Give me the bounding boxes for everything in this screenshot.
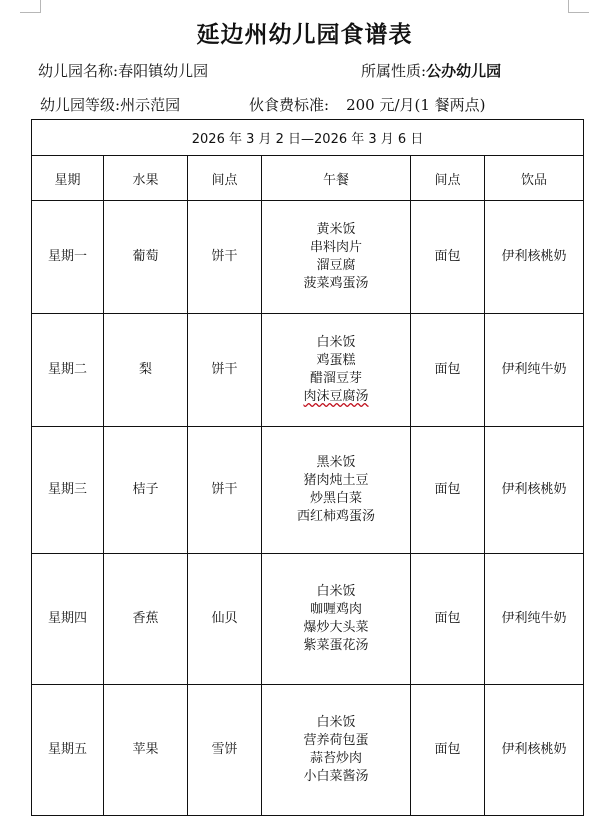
lunch-list [303,334,368,406]
lunch-item-spellcheck-flagged: 肉沫豆腐汤 [303,389,369,404]
ownership-line [361,60,501,81]
fee-value: 200 元/月(1 餐两点) [346,96,486,114]
lunch-item: 鸡蛋糕 [316,353,356,368]
kindergarten-name-label: 幼儿园名称: [38,62,119,80]
lunch-cell [262,554,411,685]
lunch-item: 小白菜酱汤 [303,769,369,784]
lunch-item: 营养荷包蛋 [303,733,369,748]
table-row [32,314,584,427]
lunch-item: 炒黑白菜 [309,491,362,506]
day-cell: 星期四 [32,554,104,685]
day-cell: 星期一 [32,201,104,314]
fee-line [249,94,486,115]
morning-snack-cell: 饼干 [188,314,262,427]
lunch-cell [262,314,411,427]
drink-cell: 伊利核桃奶 [485,685,584,816]
kindergarten-name-value: 春阳镇幼儿园 [118,62,209,80]
lunch-list [303,221,368,293]
fruit-cell: 苹果 [104,685,188,816]
date-range-row [32,120,584,156]
lunch-item: 白米饭 [316,715,356,730]
morning-snack-cell: 饼干 [188,427,262,554]
drink-cell: 伊利核桃奶 [485,201,584,314]
column-header-row [32,156,584,201]
table-row [32,201,584,314]
drink-cell: 伊利纯牛奶 [485,554,584,685]
morning-snack-cell: 雪饼 [188,685,262,816]
column-header-day: 星期 [32,156,104,201]
fruit-cell: 梨 [104,314,188,427]
morning-snack-cell: 仙贝 [188,554,262,685]
afternoon-snack-cell: 面包 [411,427,485,554]
lunch-item: 猪肉炖土豆 [303,473,369,488]
table-row [32,427,584,554]
day-cell: 星期二 [32,314,104,427]
weekly-menu-table [31,119,584,816]
column-header-afternoon-snack: 间点 [411,156,485,201]
afternoon-snack-cell: 面包 [411,685,485,816]
lunch-item: 醋溜豆芽 [309,371,362,386]
lunch-item: 爆炒大头菜 [303,620,369,635]
lunch-item: 咖喱鸡肉 [309,602,362,617]
ownership-label: 所属性质: [361,62,427,80]
lunch-cell [262,427,411,554]
kindergarten-name-line [38,60,208,81]
fee-label: 伙食费标准: [249,96,330,114]
lunch-list [297,454,375,526]
fruit-cell: 葡萄 [104,201,188,314]
drink-cell: 伊利纯牛奶 [485,314,584,427]
lunch-list [303,583,368,655]
lunch-item: 白米饭 [316,335,356,350]
lunch-item: 串料肉片 [309,240,362,255]
lunch-item: 白米饭 [316,584,356,599]
date-range-cell: 2026 年 3 月 2 日—2026 年 3 月 6 日 [32,120,584,156]
afternoon-snack-cell: 面包 [411,314,485,427]
lunch-item: 西红柿鸡蛋汤 [296,509,375,524]
column-header-fruit: 水果 [104,156,188,201]
column-header-morning-snack: 间点 [188,156,262,201]
fruit-cell: 桔子 [104,427,188,554]
lunch-list [303,714,368,786]
lunch-item: 溜豆腐 [316,258,356,273]
lunch-item: 紫菜蛋花汤 [303,638,369,653]
lunch-item: 黄米饭 [316,222,356,237]
afternoon-snack-cell: 面包 [411,201,485,314]
lunch-cell [262,685,411,816]
grade-line [40,94,180,115]
lunch-item: 黑米饭 [316,455,356,470]
lunch-cell [262,201,411,314]
drink-cell: 伊利核桃奶 [485,427,584,554]
page-corner-left-mark [20,0,41,13]
day-cell: 星期五 [32,685,104,816]
column-header-drink: 饮品 [485,156,584,201]
column-header-lunch: 午餐 [262,156,411,201]
grade-value: 州示范园 [120,96,181,114]
fruit-cell: 香蕉 [104,554,188,685]
morning-snack-cell: 饼干 [188,201,262,314]
lunch-item: 菠菜鸡蛋汤 [303,276,369,291]
afternoon-snack-cell: 面包 [411,554,485,685]
page-title: 延边州幼儿园食谱表 [196,21,413,48]
day-cell: 星期三 [32,427,104,554]
grade-label: 幼儿园等级: [40,96,121,114]
ownership-value: 公办幼儿园 [426,62,502,80]
table-row [32,685,584,816]
table-row [32,554,584,685]
lunch-item: 蒜苔炒肉 [309,751,362,766]
page-corner-right-mark [568,0,589,13]
